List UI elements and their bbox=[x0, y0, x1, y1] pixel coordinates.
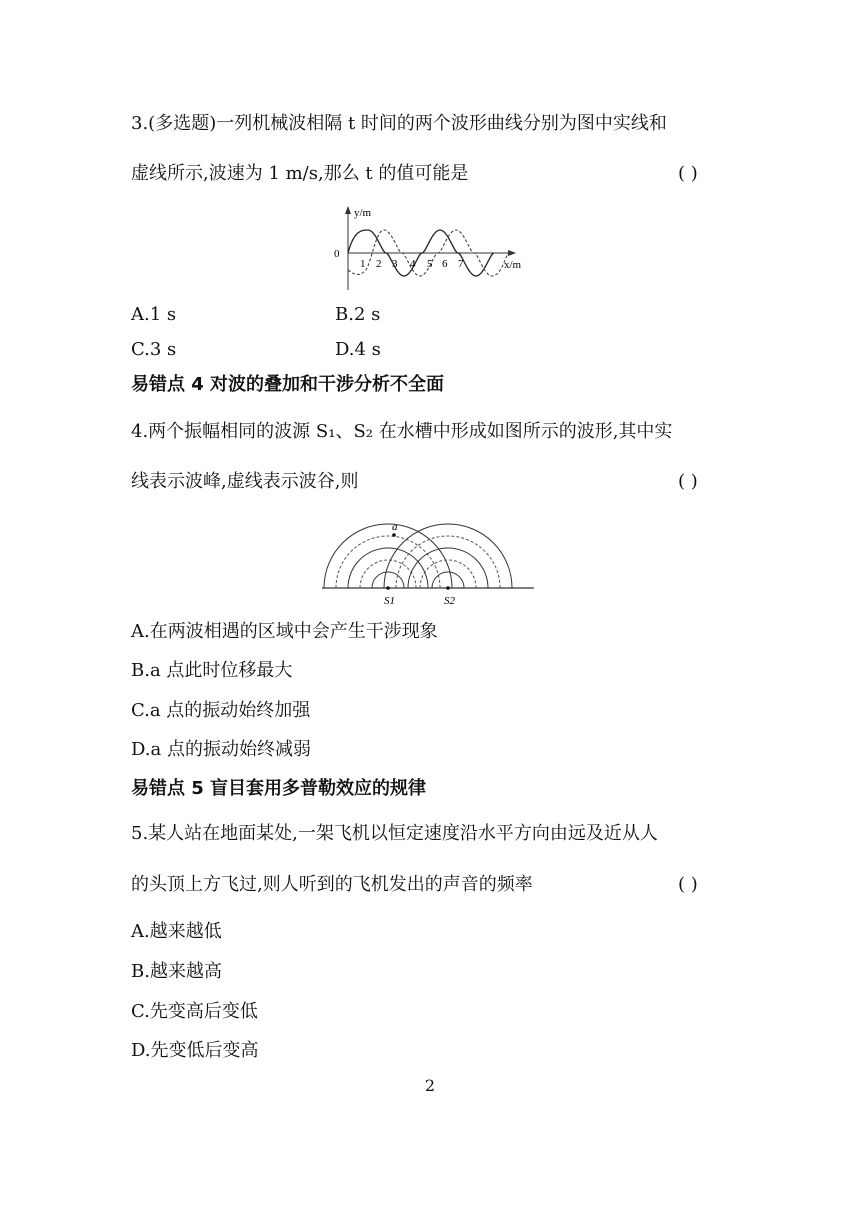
q3-stem-line2: 虚线所示,波速为 1 m/s,那么 t 的值可能是 bbox=[131, 163, 469, 184]
q5-option-a: A.越来越低 bbox=[131, 921, 222, 942]
q5-option-b: B.越来越高 bbox=[131, 961, 222, 982]
q4-answer-parens: ( ) bbox=[678, 471, 698, 492]
q5-stem-line2: 的头顶上方飞过,则人听到的飞机发出的声音的频率 bbox=[131, 874, 533, 895]
q4-option-b: B.a 点此时位移最大 bbox=[131, 660, 293, 681]
tick-4: 4 bbox=[410, 258, 416, 270]
s1-crests bbox=[324, 524, 452, 588]
tick-3: 3 bbox=[392, 258, 398, 270]
q4-option-d: D.a 点的振动始终减弱 bbox=[131, 739, 311, 760]
q3-option-a: A.1 s bbox=[131, 304, 177, 325]
point-a-dot bbox=[392, 533, 396, 537]
tick-2: 2 bbox=[376, 258, 382, 270]
q3-option-c: C.3 s bbox=[131, 339, 177, 360]
q5-answer-parens: ( ) bbox=[678, 874, 698, 895]
q3-option-d: D.4 s bbox=[335, 339, 381, 360]
s2-crests bbox=[384, 524, 512, 588]
tick-5: 5 bbox=[427, 258, 433, 270]
y-axis-arrow bbox=[345, 206, 351, 214]
s2-dot bbox=[446, 586, 450, 590]
q5-option-d: D.先变低后变高 bbox=[131, 1040, 259, 1061]
point-a-label: a bbox=[392, 521, 398, 533]
q4-option-a: A.在两波相遇的区域中会产生干涉现象 bbox=[131, 621, 438, 642]
section-4-heading: 易错点 4 对波的叠加和干涉分析不全面 bbox=[131, 374, 445, 395]
q3-stem-line1: 3.(多选题)一列机械波相隔 t 时间的两个波形曲线分别为图中实线和 bbox=[131, 113, 667, 134]
q4-option-c: C.a 点的振动始终加强 bbox=[131, 700, 311, 721]
s1-troughs bbox=[336, 536, 440, 588]
tick-6: 6 bbox=[442, 258, 448, 270]
s1-label: S1 bbox=[384, 595, 395, 607]
q3-wave-figure bbox=[328, 200, 538, 295]
q4-stem-line1: 4.两个振幅相同的波源 S₁、S₂ 在水槽中形成如图所示的波形,其中实 bbox=[131, 421, 673, 442]
page-number: 2 bbox=[424, 1076, 436, 1095]
q5-option-c: C.先变高后变低 bbox=[131, 1001, 258, 1022]
s2-troughs bbox=[396, 536, 500, 588]
q3-answer-parens: ( ) bbox=[678, 163, 698, 184]
section-5-heading: 易错点 5 盲目套用多普勒效应的规律 bbox=[131, 778, 427, 799]
origin-label: 0 bbox=[334, 248, 340, 260]
tick-1: 1 bbox=[360, 258, 366, 270]
q5-stem-line1: 5.某人站在地面某处,一架飞机以恒定速度沿水平方向由远及近从人 bbox=[131, 823, 658, 844]
y-axis-label: y/m bbox=[354, 207, 372, 219]
q4-interference-figure bbox=[318, 505, 540, 615]
tick-7: 7 bbox=[458, 258, 464, 270]
s2-label: S2 bbox=[444, 595, 455, 607]
x-axis-arrow bbox=[508, 250, 516, 256]
x-axis-label: x/m bbox=[504, 259, 522, 271]
q4-stem-line2: 线表示波峰,虚线表示波谷,则 bbox=[131, 471, 359, 492]
s1-dot bbox=[386, 586, 390, 590]
q3-option-b: B.2 s bbox=[335, 304, 381, 325]
